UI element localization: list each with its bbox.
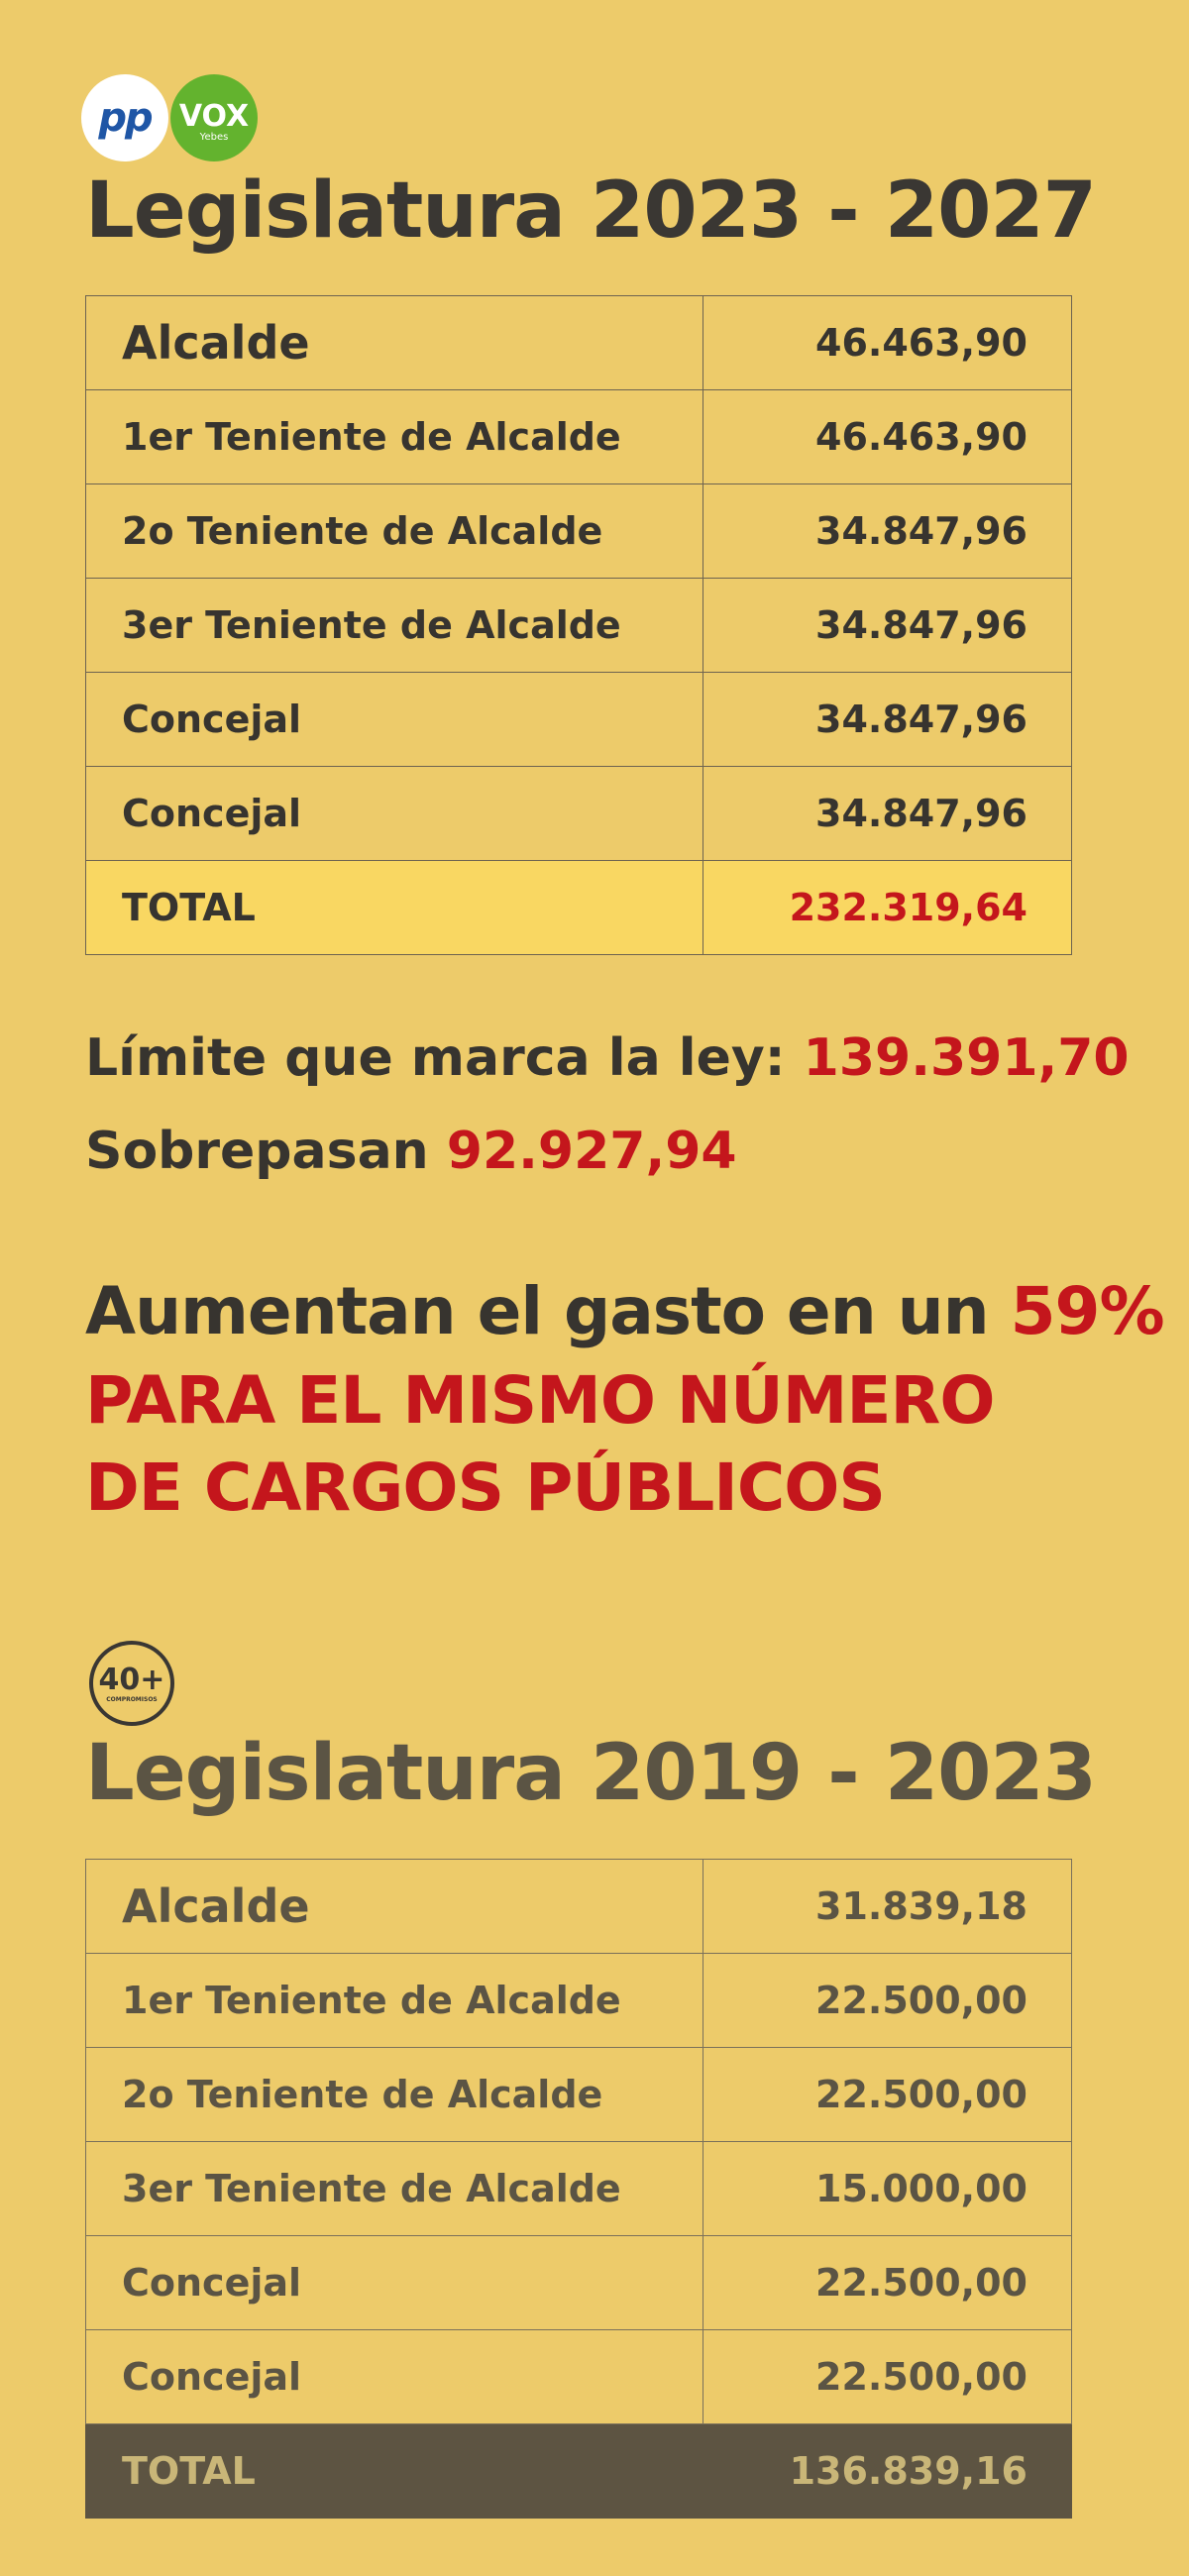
row-value: 22.500,00 bbox=[703, 2330, 1072, 2424]
vox-logo-subtext: Yebes bbox=[199, 132, 229, 143]
total-row bbox=[86, 861, 1072, 955]
row-label: 2o Teniente de Alcalde bbox=[86, 484, 703, 579]
legal-limit-label: Límite que marca la ley: bbox=[85, 1028, 786, 1088]
row-label: 3er Teniente de Alcalde bbox=[86, 2142, 703, 2236]
table-row bbox=[86, 296, 1072, 390]
row-value: 34.847,96 bbox=[703, 767, 1072, 861]
row-value: 34.847,96 bbox=[703, 579, 1072, 673]
section1-title: Legislatura 2023 - 2027 bbox=[85, 166, 1096, 256]
section2-title: Legislatura 2019 - 2023 bbox=[85, 1729, 1096, 1818]
pp-logo-text: pp bbox=[98, 95, 152, 141]
commitments-badge bbox=[89, 1641, 174, 1726]
row-label: Alcalde bbox=[86, 296, 703, 390]
table-row bbox=[86, 1954, 1072, 2048]
headline-prefix: Aumentan el gasto en un bbox=[85, 1273, 989, 1349]
salary-table-2023-2027 bbox=[85, 295, 1072, 955]
table-row bbox=[86, 2142, 1072, 2236]
pp-logo bbox=[81, 74, 168, 161]
table-row bbox=[86, 2330, 1072, 2424]
row-label: Concejal bbox=[86, 2330, 703, 2424]
exceed-amount bbox=[85, 1122, 737, 1181]
row-label: Alcalde bbox=[86, 1860, 703, 1954]
vox-logo-text: VOX bbox=[178, 99, 250, 134]
row-value: 15.000,00 bbox=[703, 2142, 1072, 2236]
badge-number: 40+ bbox=[98, 1662, 165, 1697]
headline-percentage: 59% bbox=[1010, 1273, 1164, 1349]
badge-caption: COMPROMISOS bbox=[106, 1695, 158, 1703]
table-row bbox=[86, 579, 1072, 673]
legal-limit-value: 139.391,70 bbox=[803, 1028, 1130, 1088]
exceed-label: Sobrepasan bbox=[85, 1122, 429, 1181]
headline-line3: DE CARGOS PÚBLICOS bbox=[85, 1449, 885, 1526]
party-logos bbox=[81, 74, 279, 163]
total-value: 232.319,64 bbox=[703, 861, 1072, 955]
total-row bbox=[86, 2424, 1072, 2519]
table-row bbox=[86, 673, 1072, 767]
row-label: Concejal bbox=[86, 2236, 703, 2330]
row-label: 1er Teniente de Alcalde bbox=[86, 1954, 703, 2048]
row-label: Concejal bbox=[86, 767, 703, 861]
total-label: TOTAL bbox=[86, 2424, 703, 2519]
row-label: 1er Teniente de Alcalde bbox=[86, 390, 703, 484]
row-value: 22.500,00 bbox=[703, 2236, 1072, 2330]
table-row bbox=[86, 767, 1072, 861]
total-value: 136.839,16 bbox=[703, 2424, 1072, 2519]
vox-logo bbox=[170, 74, 258, 161]
headline-line2: PARA EL MISMO NÚMERO bbox=[85, 1362, 995, 1439]
row-value: 34.847,96 bbox=[703, 673, 1072, 767]
table-row bbox=[86, 1860, 1072, 1954]
row-label: 2o Teniente de Alcalde bbox=[86, 2048, 703, 2142]
row-value: 22.500,00 bbox=[703, 1954, 1072, 2048]
row-value: 46.463,90 bbox=[703, 296, 1072, 390]
table-row bbox=[86, 390, 1072, 484]
salary-table-2019-2023 bbox=[85, 1859, 1072, 2519]
row-label: 3er Teniente de Alcalde bbox=[86, 579, 703, 673]
row-value: 31.839,18 bbox=[703, 1860, 1072, 1954]
row-label: Concejal bbox=[86, 673, 703, 767]
headline-line1 bbox=[85, 1273, 1164, 1349]
table-row bbox=[86, 2236, 1072, 2330]
legal-limit bbox=[85, 1028, 1130, 1088]
table-row bbox=[86, 2048, 1072, 2142]
total-label: TOTAL bbox=[86, 861, 703, 955]
row-value: 46.463,90 bbox=[703, 390, 1072, 484]
row-value: 22.500,00 bbox=[703, 2048, 1072, 2142]
exceed-value: 92.927,94 bbox=[446, 1122, 737, 1181]
row-value: 34.847,96 bbox=[703, 484, 1072, 579]
table-row bbox=[86, 484, 1072, 579]
